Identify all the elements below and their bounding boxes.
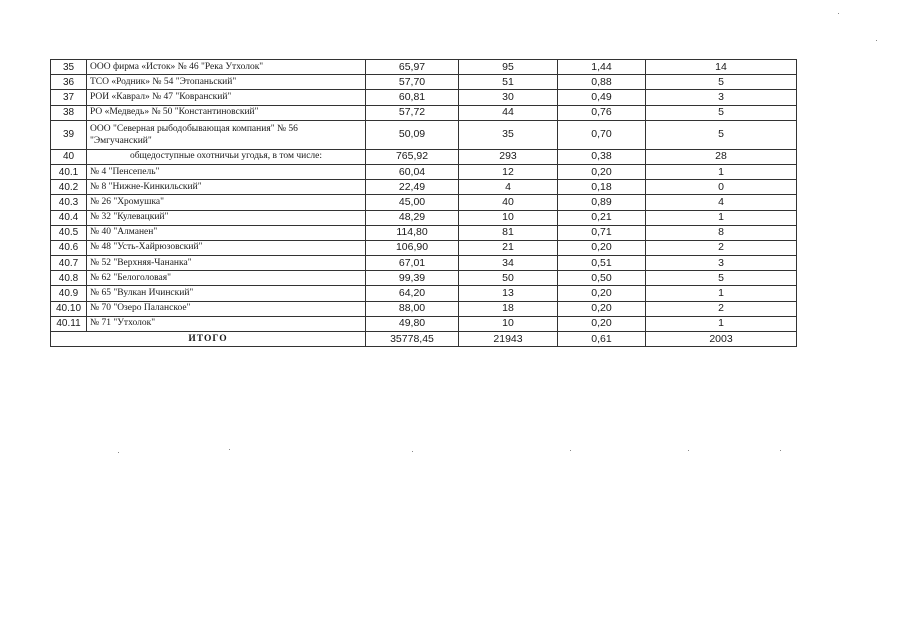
row-number: 40.3 <box>51 195 87 210</box>
scan-speck <box>876 40 877 41</box>
total-label: ИТОГО <box>51 332 366 347</box>
area-value: 57,72 <box>366 105 459 120</box>
total-area: 35778,45 <box>366 332 459 347</box>
area-value: 48,29 <box>366 210 459 225</box>
table-row <box>51 164 797 179</box>
table-row <box>51 225 797 240</box>
hunting-ground-name: № 71 "Утхолок" <box>87 316 366 331</box>
table-row <box>51 271 797 286</box>
hunting-ground-name: № 8 "Нижне-Кинкильский" <box>87 180 366 195</box>
scan-speck <box>412 451 413 452</box>
table-row <box>51 286 797 301</box>
hunting-ground-name: РО «Медведь» № 50 "Константиновский" <box>87 105 366 120</box>
quota-value: 2 <box>646 301 797 316</box>
density-value: 0,76 <box>558 105 646 120</box>
quota-value: 1 <box>646 210 797 225</box>
hunting-ground-name: № 70 "Озеро Паланское" <box>87 301 366 316</box>
count-value: 21 <box>459 240 558 255</box>
count-value: 50 <box>459 271 558 286</box>
table-body <box>51 60 797 347</box>
scan-speck <box>118 452 119 453</box>
quota-value: 0 <box>646 180 797 195</box>
density-value: 0,20 <box>558 286 646 301</box>
count-value: 10 <box>459 316 558 331</box>
quota-value: 5 <box>646 75 797 90</box>
density-value: 0,89 <box>558 195 646 210</box>
row-number: 36 <box>51 75 87 90</box>
area-value: 88,00 <box>366 301 459 316</box>
density-value: 0,71 <box>558 225 646 240</box>
quota-value: 3 <box>646 256 797 271</box>
area-value: 45,00 <box>366 195 459 210</box>
quota-value: 4 <box>646 195 797 210</box>
row-number: 40.1 <box>51 164 87 179</box>
quota-value: 1 <box>646 316 797 331</box>
row-number: 40.11 <box>51 316 87 331</box>
density-value: 0,20 <box>558 240 646 255</box>
table-row <box>51 180 797 195</box>
density-value: 0,38 <box>558 149 646 164</box>
hunting-ground-name: ТСО «Родник» № 54 "Этопаньский" <box>87 75 366 90</box>
table-row <box>51 240 797 255</box>
scan-speck <box>229 449 230 450</box>
table-row <box>51 316 797 331</box>
total-count: 21943 <box>459 332 558 347</box>
area-value: 765,92 <box>366 149 459 164</box>
hunting-ground-name: ООО фирма «Исток» № 46 "Река Утхолок" <box>87 60 366 75</box>
count-value: 18 <box>459 301 558 316</box>
quota-value: 28 <box>646 149 797 164</box>
density-value: 0,51 <box>558 256 646 271</box>
row-number: 40 <box>51 149 87 164</box>
density-value: 1,44 <box>558 60 646 75</box>
quota-value: 5 <box>646 105 797 120</box>
count-value: 13 <box>459 286 558 301</box>
count-value: 30 <box>459 90 558 105</box>
quota-value: 5 <box>646 271 797 286</box>
quota-value: 8 <box>646 225 797 240</box>
row-number: 40.5 <box>51 225 87 240</box>
hunting-ground-name: № 4 "Пенсепель" <box>87 164 366 179</box>
area-value: 64,20 <box>366 286 459 301</box>
table-row <box>51 301 797 316</box>
density-value: 0,70 <box>558 120 646 149</box>
area-value: 106,90 <box>366 240 459 255</box>
quota-value: 2 <box>646 240 797 255</box>
count-value: 95 <box>459 60 558 75</box>
scan-speck <box>838 13 839 14</box>
row-number: 40.8 <box>51 271 87 286</box>
row-number: 40.10 <box>51 301 87 316</box>
area-value: 50,09 <box>366 120 459 149</box>
quota-value: 3 <box>646 90 797 105</box>
table-row <box>51 149 797 164</box>
table-row <box>51 195 797 210</box>
area-value: 67,01 <box>366 256 459 271</box>
table-row <box>51 90 797 105</box>
row-number: 40.4 <box>51 210 87 225</box>
density-value: 0,50 <box>558 271 646 286</box>
density-value: 0,20 <box>558 164 646 179</box>
quota-value: 1 <box>646 286 797 301</box>
hunting-ground-name: № 32 "Кулевацкий" <box>87 210 366 225</box>
quota-value: 14 <box>646 60 797 75</box>
density-value: 0,18 <box>558 180 646 195</box>
hunting-ground-name: общедоступные охотничьи угодья, в том числе: <box>87 149 366 164</box>
hunting-ground-name: № 48 "Усть-Хайрюзовский" <box>87 240 366 255</box>
area-value: 99,39 <box>366 271 459 286</box>
hunting-ground-name: ООО "Северная рыбодобывающая компания" № 56 "Эмгучанский" <box>87 120 366 149</box>
density-value: 0,88 <box>558 75 646 90</box>
scan-speck <box>688 450 689 451</box>
count-value: 12 <box>459 164 558 179</box>
hunting-ground-name: № 62 "Белоголовая" <box>87 271 366 286</box>
total-quota: 2003 <box>646 332 797 347</box>
hunting-ground-name: № 52 "Верхняя-Чананка" <box>87 256 366 271</box>
count-value: 35 <box>459 120 558 149</box>
density-value: 0,20 <box>558 316 646 331</box>
count-value: 10 <box>459 210 558 225</box>
hunting-ground-name: № 65 "Вулкан Ичинский" <box>87 286 366 301</box>
area-value: 60,81 <box>366 90 459 105</box>
table-row <box>51 60 797 75</box>
count-value: 34 <box>459 256 558 271</box>
density-value: 0,20 <box>558 301 646 316</box>
count-value: 4 <box>459 180 558 195</box>
row-number: 37 <box>51 90 87 105</box>
area-value: 49,80 <box>366 316 459 331</box>
area-value: 65,97 <box>366 60 459 75</box>
area-value: 22,49 <box>366 180 459 195</box>
hunting-ground-name: № 40 "Алманен" <box>87 225 366 240</box>
count-value: 51 <box>459 75 558 90</box>
total-density: 0,61 <box>558 332 646 347</box>
table-row <box>51 210 797 225</box>
row-number: 40.7 <box>51 256 87 271</box>
quota-value: 1 <box>646 164 797 179</box>
scan-speck <box>780 450 781 451</box>
count-value: 44 <box>459 105 558 120</box>
table-row <box>51 105 797 120</box>
table-row <box>51 120 797 149</box>
row-number: 39 <box>51 120 87 149</box>
table-row <box>51 256 797 271</box>
quota-value: 5 <box>646 120 797 149</box>
count-value: 40 <box>459 195 558 210</box>
row-number: 40.9 <box>51 286 87 301</box>
hunting-ground-name: № 26 "Хромушка" <box>87 195 366 210</box>
area-value: 57,70 <box>366 75 459 90</box>
hunting-quota-table <box>50 59 797 347</box>
row-number: 38 <box>51 105 87 120</box>
row-number: 35 <box>51 60 87 75</box>
density-value: 0,49 <box>558 90 646 105</box>
count-value: 81 <box>459 225 558 240</box>
row-number: 40.6 <box>51 240 87 255</box>
row-number: 40.2 <box>51 180 87 195</box>
density-value: 0,21 <box>558 210 646 225</box>
area-value: 114,80 <box>366 225 459 240</box>
count-value: 293 <box>459 149 558 164</box>
area-value: 60,04 <box>366 164 459 179</box>
hunting-ground-name: РОИ «Каврал» № 47 "Ковранский" <box>87 90 366 105</box>
total-row <box>51 332 797 347</box>
table-row <box>51 75 797 90</box>
scan-speck <box>570 450 571 451</box>
